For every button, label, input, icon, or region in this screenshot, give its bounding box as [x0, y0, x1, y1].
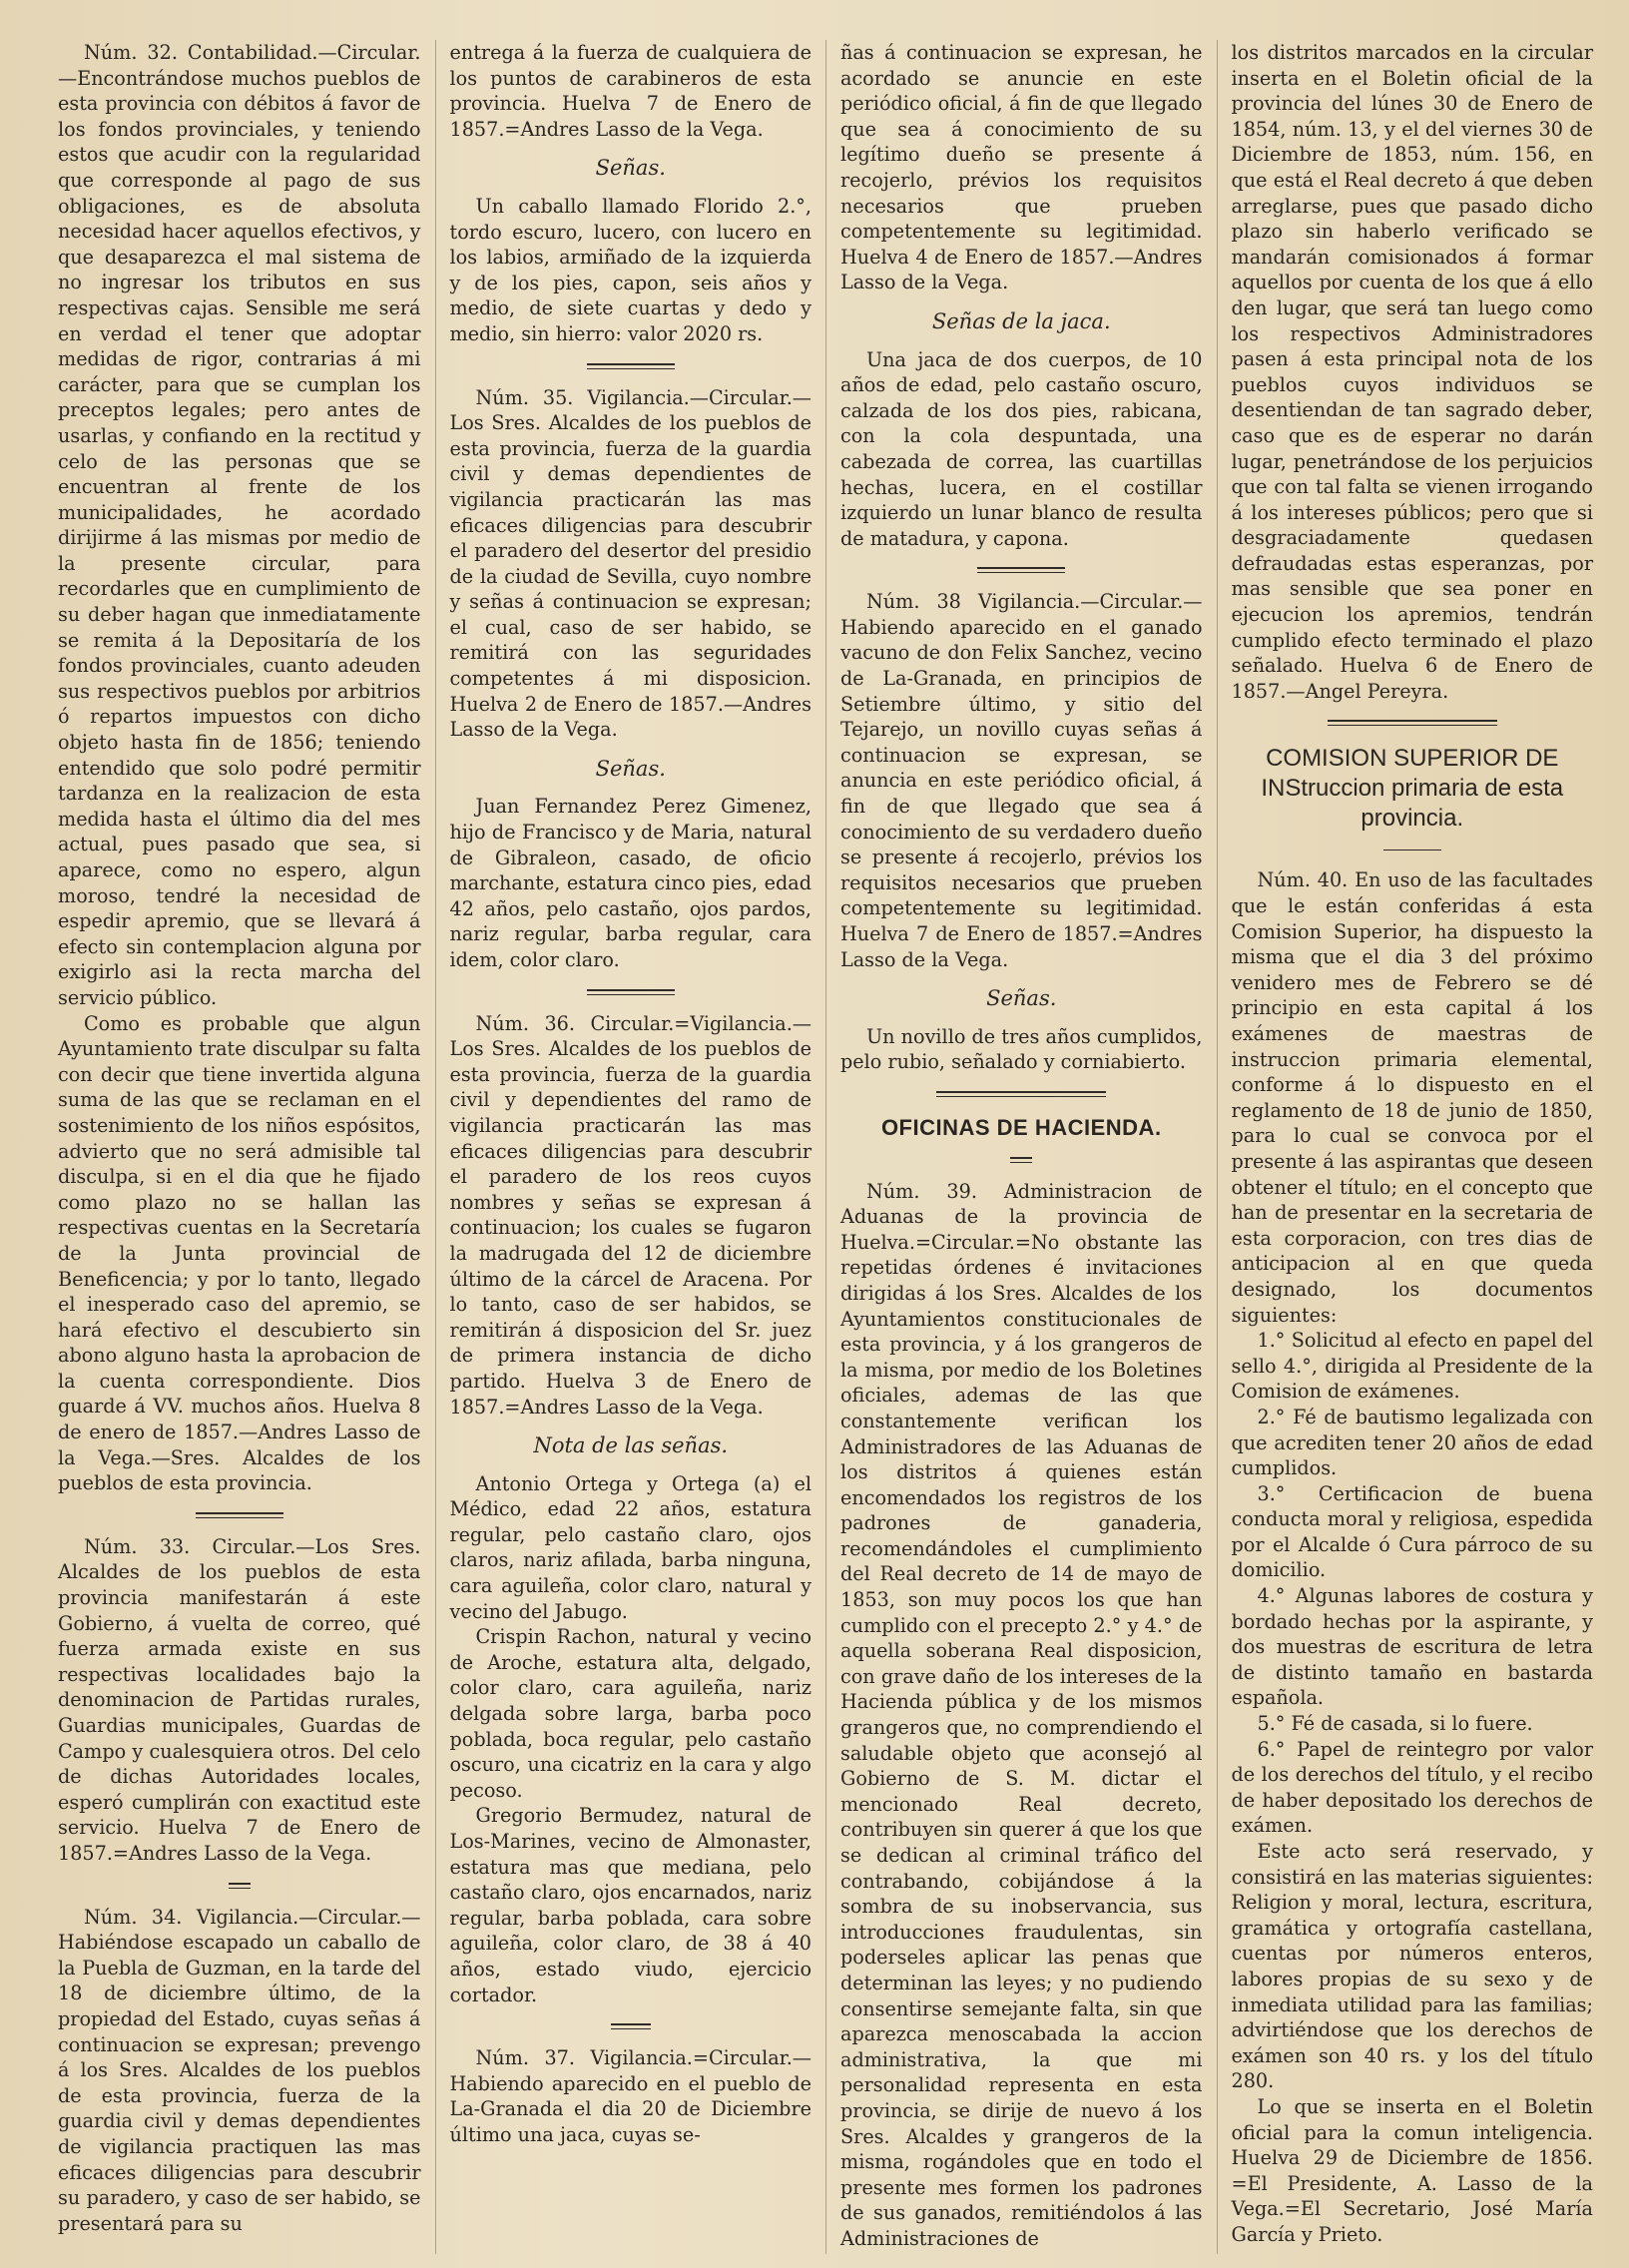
article-paragraph: Juan Fernandez Perez Gimenez, hijo de Francisco y de Maria, natural de Gibraleon, casado, de oficio marchante, estatura cinco pies, edad 42 años, pelo castaño, ojos pardos, nariz regular, barba regular, cara idem, color claro. [449, 795, 812, 971]
article-paragraph: Antonio Ortega y Ortega (a) el Médico, edad 22 años, estatura regular, pelo castaño claro, ojos claros, nariz afilada, barba ninguna, cara aguileña, color claro, natural y vecino del Jabugo. [449, 1471, 812, 1623]
article-paragraph: Núm. 36. Circular.=Vigilancia.—Los Sres. Alcaldes de los pueblos de esta provincia, fuerza de la guardia civil y dependientes del ramo de vigilancia practicarán las mas eficaces diligencias para descubrir el paradero de los reos cuyos nombres y señas se expresan á continuacion; los cuales se fugaron la madrugada del 12 de diciembre último de la cárcel de Aracena. Por lo tanto, caso de ser habidos, se remitirán á disposicion del Sr. juez de primera instancia de dicho partido. Huelva 3 de Enero de 1857.=Andres Lasso de la Vega. [449, 1011, 812, 1418]
article-paragraph: Crispin Rachon, natural y vecino de Aroche, estatura alta, delgado, color claro, cara aguileña, nariz delgada sobre larga, barba poco poblada, boca regular, pelo castaño oscuro, una cicatriz en la cara y algo pecoso. [449, 1625, 812, 1802]
section-divider [58, 1512, 421, 1518]
section-divider [450, 363, 813, 369]
section-divider [450, 2023, 813, 2029]
subheading: Señas. [595, 756, 666, 781]
subheading: Señas. [986, 986, 1057, 1011]
article-paragraph: Núm. 38 Vigilancia.—Circular.—Habiendo aparecido en el ganado vacuno de don Felix Sanchez, vecino de La-Granada, en principios de Setiembre último, y sitio del Tejarejo, un novillo cuyas señas á continuacion se expresan, se anuncia en este periódico oficial, á fin de que llegado que sea á conocimiento de su verdadero dueño se presente á recojerlo, prévios los requisitos necesarios que prueben competentemente su legitimidad. Huelva 7 de Enero de 1857.=Andres Lasso de la Vega. [840, 590, 1203, 971]
article-paragraph: Núm. 37. Vigilancia.=Circular.—Habiendo aparecido en el pueblo de La-Granada el dia 20 de Diciembre último una jaca, cuyas se- [449, 2046, 812, 2146]
article-paragraph: Núm. 35. Vigilancia.—Circular.—Los Sres. Alcaldes de los pueblos de esta provincia, fuerza de la guardia civil y demas dependientes de vigilancia practicarán las mas eficaces diligencias para descubrir el paradero del desertor del presidio de la ciudad de Sevilla, cuyo nombre y señas á continuacion se expresan; el cual, caso de ser habido, se remitirá con las seguridades competentes á mi disposicion. Huelva 2 de Enero de 1857.—Andres Lasso de la Vega. [449, 385, 812, 742]
column-4 [1217, 40, 1608, 2254]
section-divider [450, 989, 813, 995]
subheading: Señas. [595, 156, 666, 181]
list-item: 1.° Solicitud al efecto en papel del sello 4.°, dirigida al Presidente de la Comision de exámenes. [1231, 1329, 1593, 1404]
column-1 [44, 40, 435, 2254]
list-item: 3.° Certificacion de buena conducta moral y religiosa, espedida por el Alcalde ó Cura párroco de su domicilio. [1231, 1481, 1593, 1582]
column-container [44, 40, 1607, 2254]
section-heading: OFICINAS DE HACIENDA. [880, 1114, 1162, 1140]
article-paragraph: Un novillo de tres años cumplidos, pelo rubio, señalado y corniabierto. [840, 1024, 1203, 1074]
article-paragraph: Una jaca de dos cuerpos, de 10 años de edad, pelo castaño oscuro, calzada de los dos pies, rabicana, con la cola despuntada, una cabezada de correa, las cuartillas hechas, lucera, en el costillar izquierdo un lunar blanco de resulta de matadura, y capona. [840, 347, 1203, 550]
article-paragraph: Núm. 39. Administracion de Aduanas de la provincia de Huelva.=Circular.=No obstante las repetidas órdenes é invitaciones dirigidas á los Sres. Alcaldes de los Ayuntamientos constitucionales de esta provincia, y á los grangeros de la misma, por medio de los Boletines oficiales, ademas de las que constantemente verifican los Administradores de las Aduanas de los distritos á quienes están encomendados los registros de los padrones de ganaderia, recomendándoles el cumplimiento del Real decreto de 14 de mayo de 1853, son muy pocos los que han cumplido con el precepto 2.° y 4.° de aquella soberana Real disposicion, con grave daño de los intereses de la Hacienda pública y de los mismos grangeros que, no comprendiendo el saludable objeto que aconsejó al Gobierno de S. M. dictar el mencionado Real decreto, contribuyen sin querer á que los que se dedican al criminal tráfico del contrabando, cobijándose á la sombra de su inobservancia, sus introducciones fraudulentas, sin poderseles aplicar las penas que determinan las leyes; y no pudiendo consentirse semejante falta, sin que aparezca menoscabada la accion administrativa, la que mi personalidad representa en esta provincia, se dirije de nuevo á los Sres. Alcaldes y grangeros de la misma, rogándoles que en todo el presente mes formen los padrones de sus ganados, remitiéndolos á las Administraciones de [840, 1179, 1203, 2250]
article-paragraph: Gregorio Bermudez, natural de Los-Marines, vecino de Almonaster, estatura mas que mediana, pelo castaño claro, ojos encarnados, nariz regular, barba poblada, cara sobre aguileña, color claro, de 38 á 40 años, estado viudo, ejercicio cortador. [449, 1804, 812, 2006]
column-2 [435, 40, 826, 2254]
list-item: 6.° Papel de reintegro por valor de los derechos del título, y el recibo de haber depositado los derechos de exámen. [1231, 1737, 1593, 1838]
article-paragraph: entrega á la fuerza de cualquiera de los puntos de carabineros de esta provincia. Huelva 7 de Enero de 1857.=Andres Lasso de la Vega. [449, 41, 812, 141]
section-divider [840, 1157, 1203, 1163]
article-paragraph: Núm. 34. Vigilancia.—Circular.—Habiéndose escapado un caballo de la Puebla de Guzman, en la tarde del 18 de diciembre último, de la propiedad del Estado, cuyas señas á continuacion se expresan; prevengo á los Sres. Alcaldes de los pueblos de esta provincia, fuerza de la guardia civil y demas dependientes de vigilancia practiquen las mas eficaces diligencias para descubrir su paradero, y caso de ser habido, se presentará para su [58, 1905, 421, 2235]
article-paragraph: Como es probable que algun Ayuntamiento trate disculpar su falta con decir que tiene invertida alguna suma de las que se reclaman en el sostenimiento de los niños espósitos, advierto que no será admisible tal disculpa, si en el dia que he fijado como plazo no se hallan las respectivas cuentas en la Secretaría de la Junta provincial de Beneficencia; y por lo tanto, llegado el inesperado caso del apremio, se hará efectivo el descubierto sin abono alguno hasta la aprobacion de la cuenta correspondiente. Dios guarde á VV. muchos años. Huelva 8 de enero de 1857.—Andres Lasso de la Vega.—Sres. Alcaldes de los pueblos de esta provincia. [58, 1011, 421, 1495]
section-divider [840, 1091, 1203, 1097]
article-paragraph: los distritos marcados en la circular inserta en el Boletin oficial de la provincia del lúnes 30 de Enero de 1854, núm. 13, y el del viernes 30 de Diciembre de 1853, núm. 156, en que está el Real decreto á que deben arreglarse, pues que pasado dicho plazo sin haberlo verificado se mandarán comisionados á formar aquellos por cuenta de los que á ello den lugar, que será tan luego como los respectivos Administradores pasen á esta principal nota de los pueblos cuyos individuos se desentiendan de tan sagrado deber, caso que es de esperar no darán lugar, penetrándose de los perjuicios que con tal falta se vienen irrogando á los intereses públicos; pero que si desgraciadamente quedasen defraudadas estas esperanzas, por mas sensible que sea poner en ejecucion los apremios, tendrán cumplido efecto terminado el plazo señalado. Huelva 6 de Enero de 1857.—Angel Pereyra. [1231, 41, 1593, 703]
section-divider [1232, 720, 1594, 726]
article-paragraph: ñas á continuacion se expresan, he acordado se anuncie en este periódico oficial, á fin de que llegado que sea á conocimiento de su legítimo dueño se presente á recojerlo, prévios los requisitos necesarios que prueben competentemente su legitimidad. Huelva 4 de Enero de 1857.—Andres Lasso de la Vega. [840, 41, 1203, 294]
article-paragraph: Un caballo llamado Florido 2.°, tordo escuro, lucero, con lucero en los labios, armiñado de la izquierda y de los pies, capon, seis años y medio, de siete cuartas y dedo y medio, sin hierro: valor 2020 rs. [449, 194, 812, 345]
section-heading: COMISION SUPERIOR DE INStruccion primaria de esta provincia. [1261, 745, 1564, 833]
subheading: Señas de la jaca. [931, 308, 1111, 333]
list-item: 4.° Algunas labores de costura y bordado hechas por la aspirante, y dos muestras de escritura de letra de distinto tamaño en bastarda española. [1231, 1584, 1593, 1710]
subheading: Nota de las señas. [533, 1433, 729, 1458]
article-paragraph: Núm. 32. Contabilidad.—Circular.—Encontrándose muchos pueblos de esta provincia con débitos á favor de los fondos provinciales, y teniendo estos que acudir con la regularidad que corresponde al pago de sus obligaciones, es de absoluta necesidad hacer aquellos efectivos, y que desaparezca el mal sistema de no ingresar los tributos en sus respectivas cajas. Sensible me será en verdad el tener que adoptar medidas de rigor, contrarias á mi carácter, para que se cumplan los preceptos legales; pero antes de usarlas, y confiando en la rectitud y celo de las personas que se encuentran al frente de los municipalidades, he acordado dirijirme á las mismas por medio de la presente circular, para recordarles que en cumplimiento de su deber hagan que inmediatamente se remita á la Depositaría de los fondos provinciales, cuanto adeuden sus respectivos pueblos por arbitrios ó repartos impuestos con dicho objeto hasta fin de 1856; teniendo entendido que solo podré permitir tardanza en la realizacion de esta medida hasta el último dia del mes actual, pues pasado que sea, si aparece, como no espero, algun moroso, tendré la necesidad de espedir apremio, que se llevará á efecto sin contemplacion alguna por exigirlo asi la recta marcha del servicio público. [58, 41, 421, 1009]
column-3 [825, 40, 1217, 2254]
list-item: 5.° Fé de casada, si lo fuere. [1257, 1712, 1533, 1736]
section-divider [840, 567, 1203, 573]
article-paragraph: Núm. 33. Circular.—Los Sres. Alcaldes de los pueblos de esta provincia manifestarán á este Gobierno, á vuelta de correo, qué fuerza armada existe en sus respectivas localidades bajo la denominacion de Partidas rurales, Guardias municipales, Guardas de Campo y cualesquiera otros. Del celo de dichas Autoridades locales, esperó cumplirán con exactitud este servicio. Huelva 7 de Enero de 1857.=Andres Lasso de la Vega. [58, 1534, 421, 1865]
article-paragraph: Núm. 40. En uso de las facultades que le están conferidas á esta Comision Superior, ha dispuesto la misma que el dia 3 del próximo venidero mes de Febrero se dé principio en esta capital á los exámenes de maestras de instruccion primaria elemental, conforme á lo dispuesto en el reglamento de 18 de junio de 1850, para lo cual se convoca por el presente á las aspirantas que deseen obtener el título; en el concepto que han de presentar en la secretaria de esta corporacion, con tres dias de anticipacion al en que queda designado, los documentos siguientes: [1231, 868, 1593, 1327]
list-item: 2.° Fé de bautismo legalizada con que acrediten tener 20 años de edad cumplidos. [1231, 1405, 1593, 1480]
article-paragraph: Este acto será reservado, y consistirá en las materias siguientes: Religion y moral, lectura, escritura, gramática y ortografía castellana, cuentas por números enteros, labores propias de su sexo y de inmediata utilidad para las familias; advirtiéndose que los derechos de exámen son 40 rs. y los del título 280. [1231, 1840, 1593, 2093]
section-divider [1232, 850, 1594, 851]
article-paragraph: Lo que se inserta en el Boletin oficial para la comun inteligencia. Huelva 29 de Diciembre de 1856. =El Presidente, A. Lasso de la Vega.=El Secretario, José María García y Prieto. [1231, 2094, 1593, 2246]
section-divider [58, 1883, 421, 1889]
